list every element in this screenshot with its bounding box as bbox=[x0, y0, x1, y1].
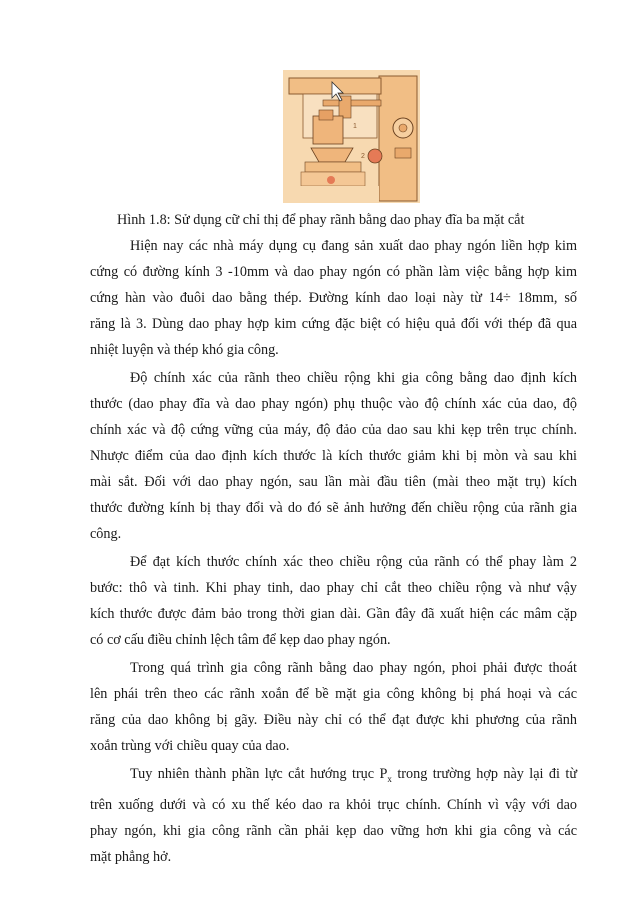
text-line: Trong quá trình gia công rãnh bằng dao phay ngón, phoi phải được thoát bbox=[130, 660, 577, 676]
text-line: lên phái trên theo các rãnh xoắn để bề mặt gia công không bị phá hoại và các bbox=[90, 686, 577, 702]
milling-machine-illustration bbox=[283, 70, 420, 203]
text-run: Tuy nhiên thành phần lực cắt hướng trục P bbox=[130, 766, 388, 782]
text-line: thước đường kính bị thay đổi và do đó sẽ ảnh hưởng đến chiều rộng của rãnh gia bbox=[90, 500, 577, 516]
figure-caption: Hình 1.8: Sử dụng cữ chỉ thị để phay rãnh bằng dao phay đĩa ba mặt cắt bbox=[117, 212, 525, 228]
text-line bbox=[90, 761, 577, 792]
figure-label-2: 2 bbox=[361, 153, 365, 160]
text-line: mài sắt. Đối với dao phay ngón, sau lần mài đầu tiên (mài theo mặt trụ) kích bbox=[90, 474, 577, 490]
text-run: trong trường hợp này lại đi từ bbox=[391, 766, 578, 782]
text-line: Hiện nay các nhà máy dụng cụ đang sản xuất dao phay ngón liền hợp kim bbox=[130, 238, 577, 254]
paragraph-1 bbox=[90, 233, 577, 363]
text-line: chính xác và độ cứng vững của máy, độ đảo của dao sau khi kẹp trên trục chính. bbox=[90, 422, 577, 438]
subscript: x bbox=[387, 773, 392, 784]
text-line: mặt phẳng hở. bbox=[90, 848, 172, 865]
text-line: công. bbox=[90, 526, 122, 542]
text-line: xoắn trùng với chiều quay của dao. bbox=[90, 738, 290, 754]
figure-label-1: 1 bbox=[353, 123, 357, 130]
paragraph-5 bbox=[90, 761, 577, 870]
text-line: cứng có đường kính 3 -10mm và dao phay ngón có phần làm việc bằng hợp kim bbox=[90, 264, 577, 280]
text-line: kích thước được đảm bảo trong thời gian dài. Gần đây đã xuất hiện các mâm cặp bbox=[90, 606, 577, 622]
text-line: Để đạt kích thước chính xác theo chiều rộng của rãnh có thể phay làm 2 bbox=[130, 554, 577, 570]
text-line: nhiệt luyện và thép khó gia công. bbox=[90, 342, 279, 358]
text-line: răng của dao không bị gãy. Điều này chỉ có thể đạt được khi phương của rãnh bbox=[90, 712, 577, 728]
paragraph-3 bbox=[90, 549, 577, 653]
text-line: có cơ cấu điều chỉnh lệch tâm để kẹp dao phay ngón. bbox=[90, 632, 391, 648]
text-line: phay ngón, khi gia công rãnh cần phải kẹp dao vững hơn khi gia công và các bbox=[90, 822, 577, 839]
text-line: Nhược điểm của dao định kích thước là kích thước giảm khi bị mòn và sau khi bbox=[90, 448, 577, 464]
paragraph-2 bbox=[90, 365, 577, 547]
text-line: thước (dao phay đĩa và dao phay ngón) phụ thuộc vào độ chính xác của dao, độ bbox=[90, 396, 577, 412]
text-line: răng là 3. Dùng dao phay hợp kim cứng đặc biệt có hiệu quả đối với thép đã qua bbox=[90, 316, 577, 332]
milling-machine-figure bbox=[283, 70, 420, 203]
text-line: cứng hàn vào đuôi dao bằng thép. Đường kính dao loại này từ 14÷ 18mm, số bbox=[90, 290, 577, 306]
text-line: bước: thô và tinh. Khi phay tinh, dao phay chỉ cắt theo chiều rộng và như vậy bbox=[90, 580, 577, 596]
text-line: trên xuống dưới và có xu thế kéo dao ra khỏi trục chính. Chính vì vậy với dao bbox=[90, 796, 577, 813]
document-body bbox=[90, 233, 577, 872]
paragraph-4 bbox=[90, 655, 577, 759]
text-line: Độ chính xác của rãnh theo chiều rộng khi gia công bằng dao định kích bbox=[130, 370, 577, 386]
